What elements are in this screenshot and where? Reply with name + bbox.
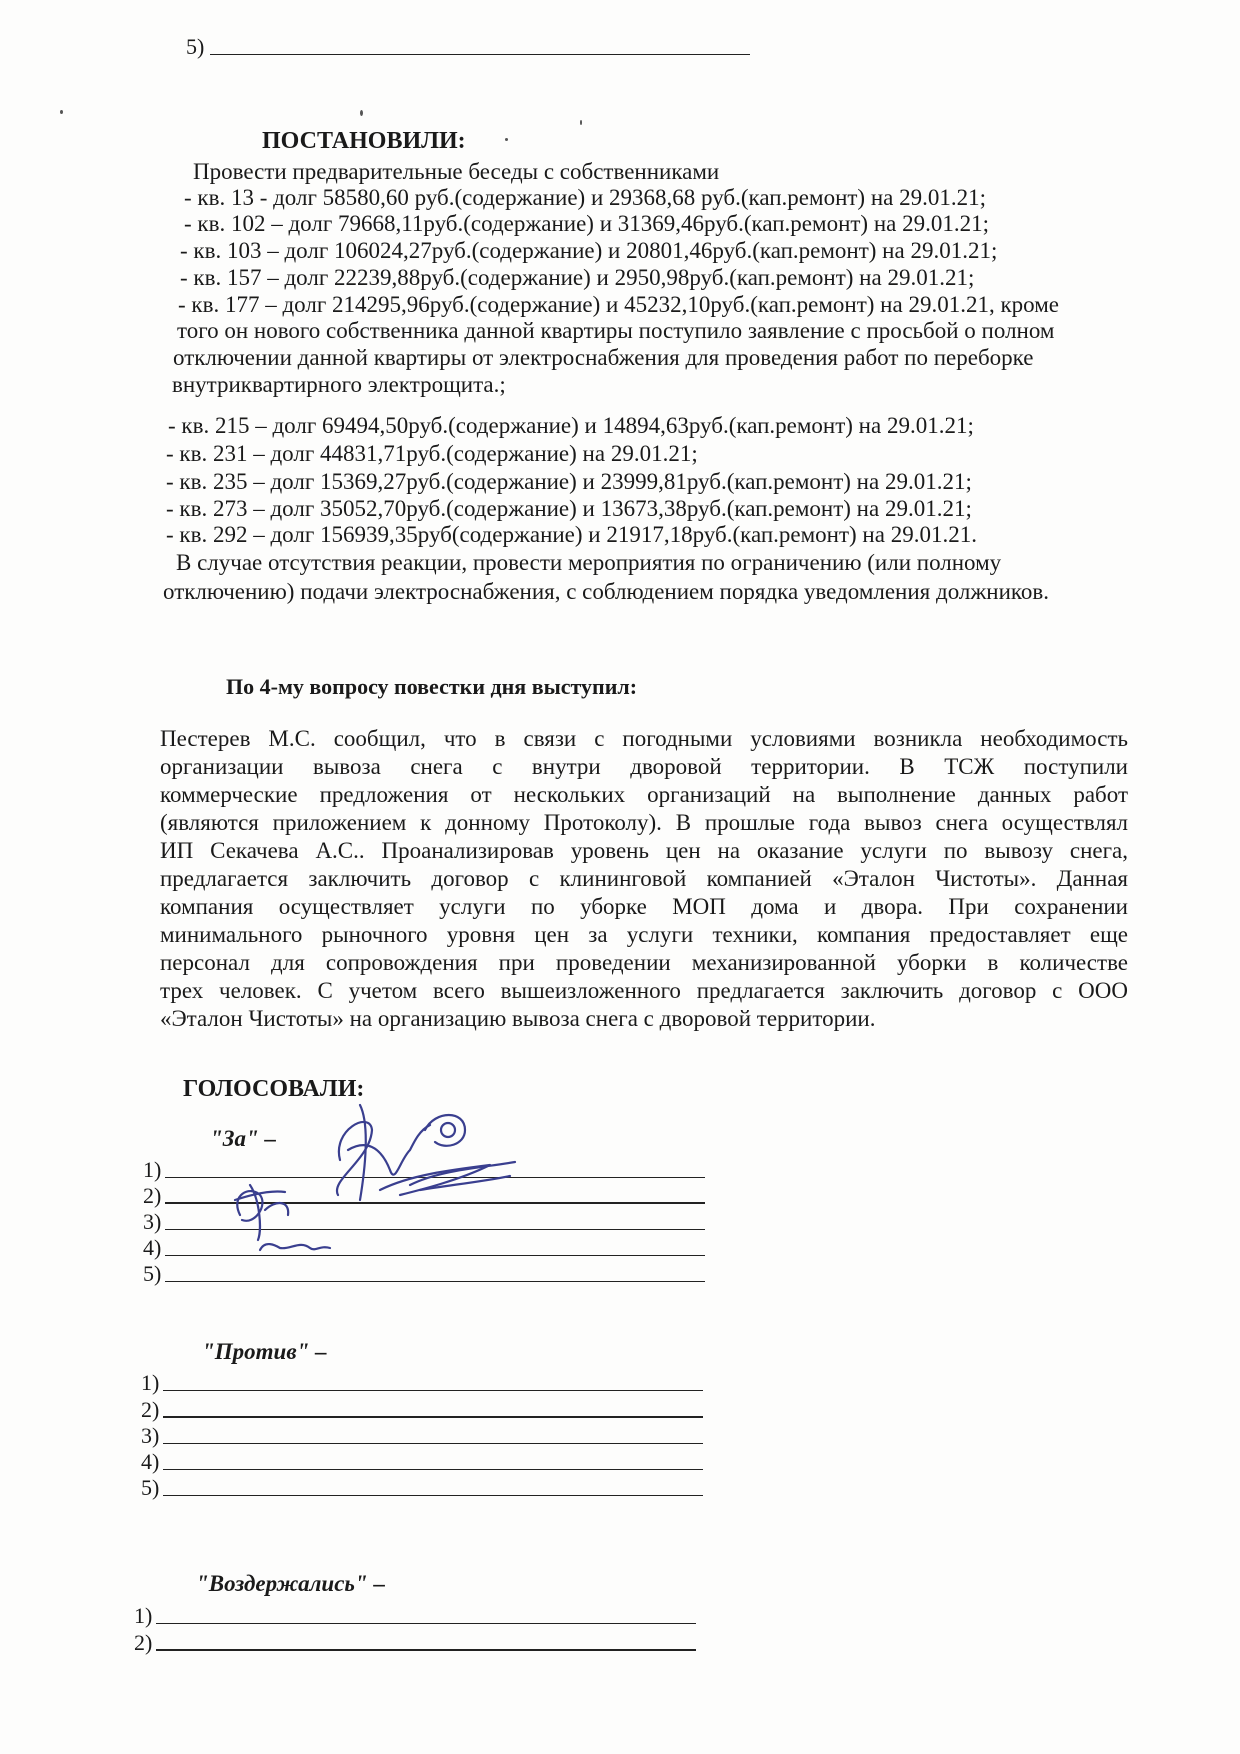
voting-heading: ГОЛОСОВАЛИ: <box>183 1076 365 1102</box>
row-number: 2) <box>143 1183 162 1208</box>
debt-line: - кв. 231 – долг 44831,71руб.(содержание) на 29.01.21; <box>166 441 698 466</box>
debt-line: - кв. 273 – долг 35052,70руб.(содержание) и 13673,38руб.(кап.ремонт) на 29.01.21; <box>166 496 972 521</box>
vote-abstained-row-2 <box>134 1630 696 1656</box>
vote-abstained-label: "Воздержались" – <box>196 1571 385 1596</box>
row-number: 5) <box>143 1261 162 1286</box>
scan-speck <box>60 110 63 114</box>
row-number: 3) <box>141 1423 160 1448</box>
blank-line <box>210 54 750 55</box>
row-number: 1) <box>134 1603 153 1628</box>
scan-speck <box>505 138 508 141</box>
vote-against-label: "Против" – <box>202 1339 327 1364</box>
row-number: 3) <box>143 1209 162 1234</box>
vote-against-row-5 <box>141 1475 703 1501</box>
resolved-intro: Провести предварительные беседы с собственниками <box>193 159 720 184</box>
handwritten-signature <box>220 1090 560 1260</box>
scan-speck <box>360 110 363 116</box>
resolution-line: отключению) подачи электроснабжения, с соблюдением порядка уведомления должников. <box>163 579 1050 604</box>
row-number: 4) <box>143 1235 162 1260</box>
row-number: 1) <box>143 1157 162 1182</box>
paragraph-line: Пестерев М.С. сообщил, что в связи с погодными условиями возникла необходимость <box>160 726 1128 751</box>
paragraph-line: (являются приложением к донному Протоколу). В прошлые года вывоз снега осуществлял <box>160 810 1128 835</box>
signature-line <box>163 1416 703 1418</box>
resolution-line: В случае отсутствия реакции, провести мероприятия по ограничению (или полному <box>176 550 1002 575</box>
debt-note-line: того он нового собственника данной квартиры поступило заявление с просьбой о полном <box>177 318 1055 343</box>
paragraph-line: персонал для сопровождения при проведении механизированной уборки в количестве <box>160 950 1128 975</box>
paragraph-line: компания осуществляет услуги по уборке МОП дома и двора. При сохранении <box>160 894 1128 919</box>
question4-paragraph <box>160 725 1128 1033</box>
vote-against-row-4 <box>141 1449 703 1475</box>
paragraph-line: ИП Секачева А.С.. Проанализировав уровень цен на оказание услуги по вывозу снега, <box>160 838 1128 863</box>
resolved-heading: ПОСТАНОВИЛИ: <box>262 128 466 154</box>
signature-line <box>163 1390 703 1391</box>
signature-line <box>156 1623 696 1624</box>
paragraph-line: «Эталон Чистоты» на организацию вывоза снега с дворовой территории. <box>160 1006 876 1031</box>
row-number: 5) <box>141 1475 160 1500</box>
debt-line: - кв. 292 – долг 156939,35руб(содержание) и 21917,18руб.(кап.ремонт) на 29.01.21. <box>166 522 977 547</box>
debt-line: - кв. 215 – долг 69494,50руб.(содержание) и 14894,63руб.(кап.ремонт) на 29.01.21; <box>168 413 974 438</box>
debt-line: - кв. 103 – долг 106024,27руб.(содержание) и 20801,46руб.(кап.ремонт) на 29.01.21; <box>180 238 998 263</box>
vote-against-row-2 <box>141 1397 703 1423</box>
scan-speck <box>580 120 582 125</box>
vote-abstained-row-1 <box>134 1603 696 1629</box>
question4-heading: По 4-му вопросу повестки дня выступил: <box>226 674 638 699</box>
vote-against-row-3 <box>141 1423 703 1449</box>
debt-line: - кв. 13 - долг 58580,60 руб.(содержание) и 29368,68 руб.(кап.ремонт) на 29.01.21; <box>184 185 987 210</box>
top-blank-row <box>186 34 750 60</box>
row-number: 4) <box>141 1449 160 1474</box>
vote-for-row-5 <box>143 1261 705 1287</box>
row-number: 2) <box>134 1630 153 1655</box>
signature-line <box>163 1443 703 1444</box>
row-number: 2) <box>141 1397 160 1422</box>
debt-line: - кв. 157 – долг 22239,88руб.(содержание) и 2950,98руб.(кап.ремонт) на 29.01.21; <box>180 265 975 290</box>
debt-note-line: отключении данной квартиры от электроснабжения для проведения работ по переборке <box>173 345 1034 370</box>
paragraph-line: коммерческие предложения от нескольких организаций на выполнение данных работ <box>160 782 1128 807</box>
paragraph-line: трех человек. С учетом всего вышеизложенного предлагается заключить договор с ООО <box>160 978 1128 1003</box>
signature-line <box>156 1649 696 1651</box>
vote-against-row-1 <box>141 1370 703 1396</box>
blank-number: 5) <box>186 34 205 59</box>
signature-line <box>163 1495 703 1496</box>
debt-line: - кв. 102 – долг 79668,11руб.(содержание) и 31369,46руб.(кап.ремонт) на 29.01.21; <box>184 211 989 236</box>
paragraph-line: организации вывоза снега с внутри дворовой территории. В ТСЖ поступили <box>160 754 1128 779</box>
signature-line <box>163 1469 703 1470</box>
signature-line <box>165 1281 705 1282</box>
debt-line: - кв. 235 – долг 15369,27руб.(содержание) и 23999,81руб.(кап.ремонт) на 29.01.21; <box>166 469 972 494</box>
paragraph-line: предлагается заключить договор с клининговой компанией «Эталон Чистоты». Данная <box>160 866 1128 891</box>
vote-for-label: "За" – <box>210 1126 276 1151</box>
row-number: 1) <box>141 1370 160 1395</box>
debt-note-line: внутриквартирного электрощита.; <box>172 372 506 397</box>
debt-line: - кв. 177 – долг 214295,96руб.(содержание) и 45232,10руб.(кап.ремонт) на 29.01.21, кроме <box>178 292 1059 317</box>
paragraph-line: минимального рыночного уровня цен за услуги техники, компания предоставляет еще <box>160 922 1128 947</box>
